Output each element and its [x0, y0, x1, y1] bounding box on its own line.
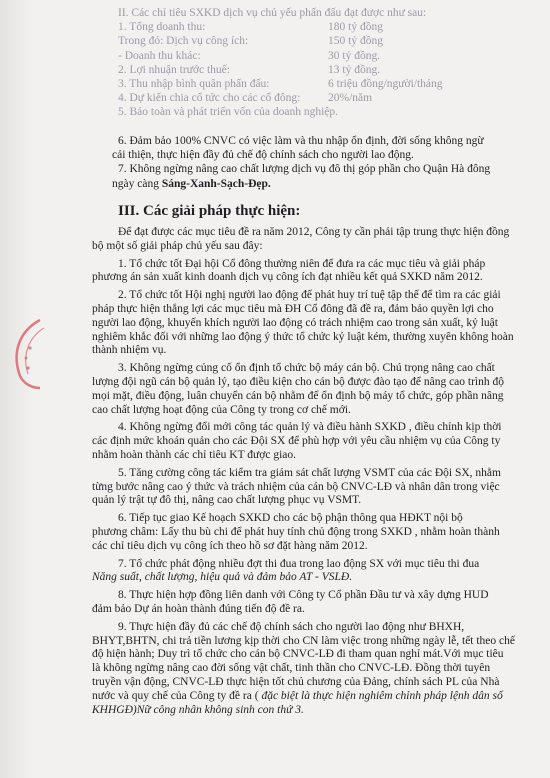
target-row: 2. Lợi nhuận trước thuế: 13 tỷ đồng.: [118, 63, 381, 76]
targets-continued: [112, 134, 550, 191]
red-stamp-fragment: [10, 318, 48, 390]
paragraph-4: 4. Không ngừng đổi mới công tác quản lý và điều hành SXKD , điều chỉnh kịp thời các định mức khoán quản cho các Đội SX để phù hợp với yêu cầu nhiệm vụ của Công ty nhằm hoàn thành các chỉ tiêu KT được giao.: [92, 421, 502, 461]
targets-section: [118, 6, 550, 120]
target-row: Trong đó: Dịch vụ công ích: 150 tỷ đồng: [118, 35, 383, 48]
target-row: 4. Dự kiến chia cổ tức cho các cổ đông: 20%/năm: [118, 92, 373, 105]
paragraph-1: 1. Tổ chức tốt Đại hội Cổ đông thường niên để đưa ra các mục tiêu và giải pháp phương án sản xuất kinh doanh dịch vụ công ích đạt nhiều kết quả SXKD năm 2012.: [92, 257, 486, 284]
paragraph-intro: Để đạt được các mục tiêu đề ra năm 2012, Công ty cần phải tập trung thực hiện đồng bộ một số giải pháp chủ yếu sau đây:: [92, 226, 510, 252]
paragraph-7: 7. Tổ chức phát động nhiều đợt thi đua trong lao động SX với mục tiêu thi đua Năng suất, chất lượng, hiệu quả và đảm bảo AT - VSLĐ.: [92, 557, 480, 584]
target-row: - Doanh thu khác: 30 tỷ đồng.: [118, 49, 381, 62]
item7-line: ngày càng Sáng-Xanh-Sạch-Đẹp.: [112, 177, 271, 190]
item7-line: 7. Không ngừng nâng cao chất lượng dịch vụ đô thị góp phần cho Quận Hà đông: [118, 163, 491, 176]
target-row: 1. Tổng doanh thu: 180 tỷ đồng: [118, 21, 383, 34]
target-row: 5. Bảo toàn và phát triển vốn của doanh nghiệp.: [118, 106, 339, 119]
section-heading: II. Các chỉ tiêu SXKD dịch vụ chủ yếu phấn đấu đạt được như sau:: [118, 7, 427, 19]
section-3-heading: III. Các giải pháp thực hiện:: [118, 203, 301, 219]
solutions-body: [92, 226, 550, 721]
paragraph-8: 8. Thực hiện hợp đồng liên danh với Công ty Cổ phần Đầu tư và xây dựng HUD đảm bảo Dự án hoàn thành đúng tiến độ đề ra.: [92, 589, 489, 615]
paragraph-2: 2. Tổ chức tốt Hội nghị người lao động để phát huy trí tuệ tập thể để tìm ra các giải pháp thực hiện thắng lợi các mục tiêu mà ĐH Cổ đông đã đề ra, đảm bảo quyền lợi cho người lao động, khuyến khích người lao động có trách nhiệm cao trong sản xuất, kỷ luật nghiêm khắc đối với những lao động ý thức tổ chức kỷ luật kém, thường xuyên không hoàn thành nhiệm vụ.: [92, 289, 514, 357]
paragraph-5: 5. Tăng cường công tác kiểm tra giám sát chất lượng VSMT của các Đội SX, nhằm từng bước nâng cao ý thức và trách nhiệm của cán bộ CNVC-LĐ và nhân dân trong việc quản lý trật tự đô thị, nâng cao chất lượng phục vụ VSMT.: [92, 466, 501, 507]
target-row: 3. Thu nhập bình quân phấn đấu: 6 triệu đồng/người/tháng: [118, 77, 443, 90]
item6-line: cải thiện, thực hiện đầy đủ chế độ chính sách cho người lao động.: [112, 149, 414, 162]
paragraph-6: 6. Tiếp tục giao Kế hoạch SXKD cho các bộ phận thông qua HĐKT nội bộ phương châm: Lấy thu bù chi để phát huy tính chủ động trong SXKD , nhằm hoàn thành các chỉ tiêu dịch vụ công ích theo hồ sơ đặt hàng năm 2012.: [92, 512, 500, 552]
paragraph-3: 3. Không ngừng củng cố ổn định tổ chức bộ máy cán bộ. Chú trọng nâng cao chất lượng đội ngũ cán bộ quản lý, tạo điều kiện cho cán bộ được đào tạo để nâng cao trình độ mọi mặt, điều động, luân chuyển cán bộ nhằm để ổn định bộ máy tổ chức, góp phần nâng cao chất lượng hoạt động của Công ty trong cơ chế mới.: [92, 362, 505, 416]
item6-line: 6. Đảm bảo 100% CNVC có việc làm và thu nhập ổn định, đời sống không ngừ: [118, 135, 484, 147]
paragraph-9: 9. Thực hiện đầy đủ các chế độ chính sách cho người lao động như BHXH, BHYT,BHTN, chi trả tiền lương kịp thời cho CN làm việc trong những ngày lễ, tết theo chế độ hiện hành; Duy trì tổ chức cho cán bộ CNVC-LĐ đi tham quan nghỉ mát.Với mục tiêu là không ngừng nâng cao đời sống vật chất, tinh thần cho CNVC-LĐ. Đồng thời tuyên truyền vận động, CNVC-LĐ thực hiện tốt chủ chương của Đảng, chính sách PL của Nhà nước và quy chế của Công ty đề ra ( đặc biệt là thực hiện nghiêm chỉnh pháp lệnh dân số KHHGĐ)Nữ công nhân không sinh con thứ 3.: [92, 620, 515, 716]
